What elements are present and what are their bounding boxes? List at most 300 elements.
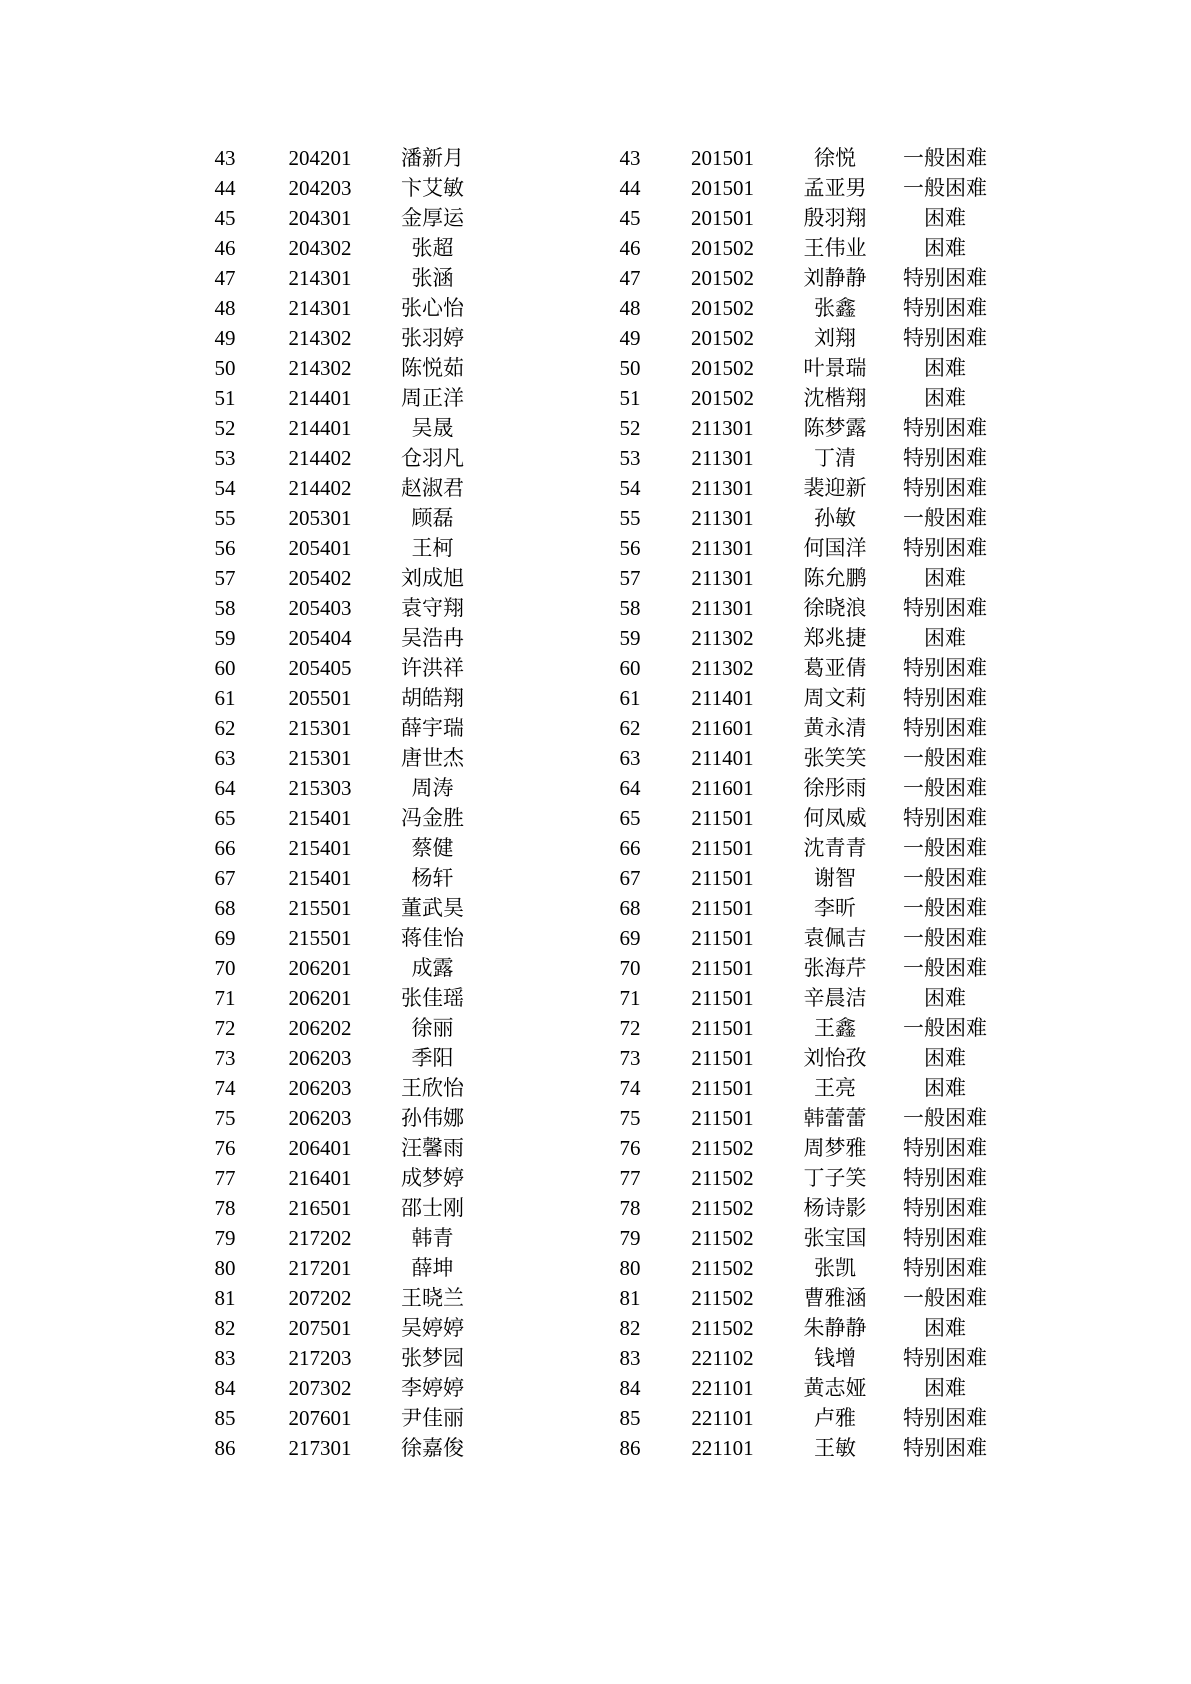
difficulty-level-cell: 困难 xyxy=(924,1376,966,1400)
class-code-cell: 214302 xyxy=(288,356,352,380)
row-number-cell: 51 xyxy=(214,386,236,410)
class-code-cell: 211502 xyxy=(691,1256,754,1280)
difficulty-level-cell: 特别困难 xyxy=(903,716,987,740)
table-row xyxy=(595,1373,1000,1403)
row-number-cell: 67 xyxy=(619,866,641,890)
row-number-cell: 62 xyxy=(619,716,641,740)
class-code-cell: 211401 xyxy=(691,746,754,770)
student-name-cell: 周涛 xyxy=(411,776,454,800)
table-row xyxy=(595,383,1000,413)
row-number-cell: 48 xyxy=(214,296,236,320)
table-row xyxy=(190,353,485,383)
class-code-cell: 214302 xyxy=(288,326,352,350)
student-name-cell: 曹雅涵 xyxy=(803,1286,867,1310)
row-number-cell: 54 xyxy=(214,476,236,500)
row-number-cell: 51 xyxy=(619,386,641,410)
table-row xyxy=(190,743,485,773)
table-row xyxy=(595,413,1000,443)
row-number-cell: 76 xyxy=(619,1136,641,1160)
difficulty-level-cell: 困难 xyxy=(924,986,966,1010)
table-row xyxy=(190,1013,485,1043)
row-number-cell: 49 xyxy=(214,326,236,350)
row-number-cell: 77 xyxy=(214,1166,236,1190)
difficulty-level-cell: 一般困难 xyxy=(903,1286,987,1310)
student-name-cell: 陈允鹏 xyxy=(803,566,867,590)
class-code-cell: 206203 xyxy=(288,1106,352,1130)
difficulty-level-cell: 特别困难 xyxy=(903,536,987,560)
difficulty-level-cell: 特别困难 xyxy=(903,1136,987,1160)
table-row xyxy=(595,1103,1000,1133)
student-name-cell: 张凯 xyxy=(814,1256,856,1280)
row-number-cell: 75 xyxy=(619,1106,641,1130)
table-row xyxy=(595,143,1000,173)
difficulty-level-cell: 特别困难 xyxy=(903,1436,987,1460)
class-code-cell: 204301 xyxy=(288,206,352,230)
table-row xyxy=(595,683,1000,713)
class-code-cell: 211502 xyxy=(691,1286,754,1310)
class-code-cell: 211502 xyxy=(691,1316,754,1340)
student-name-cell: 沈楷翔 xyxy=(803,386,867,410)
class-code-cell: 215501 xyxy=(288,926,352,950)
class-code-cell: 201502 xyxy=(691,236,754,260)
table-row xyxy=(595,353,1000,383)
student-name-cell: 陈梦露 xyxy=(803,416,867,440)
class-code-cell: 211501 xyxy=(691,866,754,890)
table-row xyxy=(190,863,485,893)
row-number-cell: 75 xyxy=(214,1106,236,1130)
student-name-cell: 卢雅 xyxy=(814,1406,856,1430)
class-code-cell: 211301 xyxy=(691,596,754,620)
table-row xyxy=(190,443,485,473)
class-code-cell: 211502 xyxy=(691,1136,754,1160)
table-row xyxy=(190,1253,485,1283)
student-name-cell: 杨轩 xyxy=(411,866,454,890)
student-list-table-left-body xyxy=(190,143,485,1463)
student-name-cell: 王亮 xyxy=(814,1076,856,1100)
class-code-cell: 201501 xyxy=(691,146,754,170)
row-number-cell: 64 xyxy=(619,776,641,800)
table-row xyxy=(190,1073,485,1103)
student-name-cell: 董武昊 xyxy=(401,896,464,920)
student-name-cell: 刘翔 xyxy=(814,326,856,350)
class-code-cell: 206201 xyxy=(288,986,352,1010)
class-code-cell: 207501 xyxy=(288,1316,352,1340)
row-number-cell: 45 xyxy=(619,206,641,230)
table-row xyxy=(190,233,485,263)
row-number-cell: 77 xyxy=(619,1166,641,1190)
student-name-cell: 金厚运 xyxy=(401,206,464,230)
table-row xyxy=(190,143,485,173)
row-number-cell: 83 xyxy=(619,1346,641,1370)
student-name-cell: 王鑫 xyxy=(814,1016,856,1040)
row-number-cell: 45 xyxy=(214,206,236,230)
student-name-cell: 许洪祥 xyxy=(401,656,464,680)
class-code-cell: 217301 xyxy=(288,1436,352,1460)
class-code-cell: 207601 xyxy=(288,1406,352,1430)
row-number-cell: 48 xyxy=(619,296,641,320)
row-number-cell: 83 xyxy=(214,1346,236,1370)
row-number-cell: 57 xyxy=(214,566,236,590)
difficulty-level-cell: 困难 xyxy=(924,356,966,380)
class-code-cell: 217203 xyxy=(288,1346,352,1370)
class-code-cell: 215301 xyxy=(288,716,352,740)
table-row xyxy=(595,983,1000,1013)
class-code-cell: 204302 xyxy=(288,236,352,260)
table-row xyxy=(595,923,1000,953)
row-number-cell: 84 xyxy=(214,1376,236,1400)
class-code-cell: 206203 xyxy=(288,1076,352,1100)
row-number-cell: 55 xyxy=(214,506,236,530)
row-number-cell: 60 xyxy=(619,656,641,680)
student-name-cell: 刘静静 xyxy=(803,266,867,290)
student-name-cell: 张涵 xyxy=(411,266,454,290)
table-row xyxy=(190,1283,485,1313)
difficulty-level-cell: 特别困难 xyxy=(903,1346,987,1370)
difficulty-level-cell: 特别困难 xyxy=(903,266,987,290)
row-number-cell: 78 xyxy=(214,1196,236,1220)
row-number-cell: 61 xyxy=(619,686,641,710)
student-name-cell: 赵淑君 xyxy=(401,476,464,500)
class-code-cell: 205402 xyxy=(288,566,352,590)
row-number-cell: 50 xyxy=(214,356,236,380)
table-row xyxy=(595,1073,1000,1103)
row-number-cell: 43 xyxy=(619,146,641,170)
table-row xyxy=(190,773,485,803)
row-number-cell: 84 xyxy=(619,1376,641,1400)
row-number-cell: 81 xyxy=(619,1286,641,1310)
row-number-cell: 46 xyxy=(619,236,641,260)
class-code-cell: 215501 xyxy=(288,896,352,920)
class-code-cell: 211301 xyxy=(691,446,754,470)
class-code-cell: 206401 xyxy=(288,1136,352,1160)
table-row xyxy=(190,593,485,623)
row-number-cell: 46 xyxy=(214,236,236,260)
class-code-cell: 215401 xyxy=(288,866,352,890)
class-code-cell: 211501 xyxy=(691,1076,754,1100)
student-name-cell: 王欣怡 xyxy=(401,1076,464,1100)
table-row xyxy=(190,173,485,203)
student-name-cell: 张鑫 xyxy=(814,296,856,320)
difficulty-level-cell: 一般困难 xyxy=(903,146,987,170)
row-number-cell: 82 xyxy=(214,1316,236,1340)
row-number-cell: 65 xyxy=(214,806,236,830)
difficulty-level-cell: 困难 xyxy=(924,206,966,230)
student-name-cell: 周梦雅 xyxy=(803,1136,867,1160)
student-name-cell: 潘新月 xyxy=(401,146,464,170)
table-row xyxy=(595,1013,1000,1043)
table-row xyxy=(595,1283,1000,1313)
difficulty-level-cell: 特别困难 xyxy=(903,596,987,620)
table-row xyxy=(190,1343,485,1373)
row-number-cell: 63 xyxy=(214,746,236,770)
difficulty-level-cell: 特别困难 xyxy=(903,296,987,320)
class-code-cell: 215401 xyxy=(288,836,352,860)
table-row xyxy=(595,593,1000,623)
student-name-cell: 季阳 xyxy=(411,1046,454,1070)
table-row xyxy=(595,653,1000,683)
difficulty-level-cell: 一般困难 xyxy=(903,926,987,950)
row-number-cell: 43 xyxy=(214,146,236,170)
class-code-cell: 205301 xyxy=(288,506,352,530)
class-code-cell: 205404 xyxy=(288,626,352,650)
difficulty-level-cell: 特别困难 xyxy=(903,416,987,440)
student-name-cell: 王伟业 xyxy=(803,236,867,260)
table-row xyxy=(190,983,485,1013)
difficulty-level-cell: 特别困难 xyxy=(903,806,987,830)
class-code-cell: 201502 xyxy=(691,326,754,350)
class-code-cell: 211301 xyxy=(691,506,754,530)
class-code-cell: 207302 xyxy=(288,1376,352,1400)
class-code-cell: 217201 xyxy=(288,1256,352,1280)
row-number-cell: 71 xyxy=(214,986,236,1010)
class-code-cell: 211301 xyxy=(691,566,754,590)
class-code-cell: 201502 xyxy=(691,356,754,380)
table-row xyxy=(595,623,1000,653)
class-code-cell: 211601 xyxy=(691,716,754,740)
table-row xyxy=(595,833,1000,863)
class-code-cell: 206202 xyxy=(288,1016,352,1040)
class-code-cell: 214301 xyxy=(288,296,352,320)
table-row xyxy=(595,1313,1000,1343)
row-number-cell: 53 xyxy=(214,446,236,470)
table-row xyxy=(595,713,1000,743)
student-name-cell: 张羽婷 xyxy=(401,326,464,350)
table-row xyxy=(595,773,1000,803)
table-row xyxy=(595,953,1000,983)
row-number-cell: 47 xyxy=(214,266,236,290)
student-name-cell: 谢智 xyxy=(814,866,856,890)
student-name-cell: 吴浩冉 xyxy=(401,626,464,650)
table-row xyxy=(190,1133,485,1163)
student-name-cell: 胡皓翔 xyxy=(401,686,464,710)
difficulty-level-cell: 一般困难 xyxy=(903,836,987,860)
difficulty-level-cell: 一般困难 xyxy=(903,1016,987,1040)
student-name-cell: 张笑笑 xyxy=(803,746,867,770)
class-code-cell: 211502 xyxy=(691,1166,754,1190)
class-code-cell: 204203 xyxy=(288,176,352,200)
student-name-cell: 李婷婷 xyxy=(401,1376,464,1400)
table-row xyxy=(595,803,1000,833)
class-code-cell: 211501 xyxy=(691,836,754,860)
difficulty-level-cell: 特别困难 xyxy=(903,1256,987,1280)
row-number-cell: 85 xyxy=(619,1406,641,1430)
table-row xyxy=(595,293,1000,323)
table-row xyxy=(595,893,1000,923)
table-row xyxy=(190,293,485,323)
table-row xyxy=(595,533,1000,563)
class-code-cell: 211501 xyxy=(691,1016,754,1040)
row-number-cell: 79 xyxy=(214,1226,236,1250)
table-row xyxy=(190,653,485,683)
student-name-cell: 何国洋 xyxy=(803,536,867,560)
student-name-cell: 冯金胜 xyxy=(401,806,464,830)
student-name-cell: 韩蕾蕾 xyxy=(803,1106,867,1130)
student-list-table-right-body xyxy=(595,143,1000,1463)
student-name-cell: 汪馨雨 xyxy=(401,1136,464,1160)
student-name-cell: 张海芹 xyxy=(803,956,867,980)
row-number-cell: 61 xyxy=(214,686,236,710)
class-code-cell: 214401 xyxy=(288,386,352,410)
student-name-cell: 徐晓浪 xyxy=(803,596,867,620)
difficulty-level-cell: 特别困难 xyxy=(903,446,987,470)
student-name-cell: 徐彤雨 xyxy=(803,776,867,800)
student-name-cell: 张超 xyxy=(411,236,454,260)
class-code-cell: 201501 xyxy=(691,206,754,230)
row-number-cell: 85 xyxy=(214,1406,236,1430)
class-code-cell: 201502 xyxy=(691,266,754,290)
table-row xyxy=(190,1433,485,1463)
class-code-cell: 214402 xyxy=(288,476,352,500)
student-name-cell: 裴迎新 xyxy=(803,476,867,500)
class-code-cell: 211501 xyxy=(691,1106,754,1130)
table-row xyxy=(595,563,1000,593)
row-number-cell: 56 xyxy=(214,536,236,560)
table-row xyxy=(595,443,1000,473)
table-row xyxy=(595,503,1000,533)
difficulty-level-cell: 特别困难 xyxy=(903,1196,987,1220)
row-number-cell: 62 xyxy=(214,716,236,740)
table-row xyxy=(190,1043,485,1073)
student-name-cell: 吴晟 xyxy=(411,416,454,440)
difficulty-level-cell: 困难 xyxy=(924,1046,966,1070)
row-number-cell: 52 xyxy=(214,416,236,440)
student-name-cell: 辛晨洁 xyxy=(803,986,867,1010)
row-number-cell: 79 xyxy=(619,1226,641,1250)
class-code-cell: 211301 xyxy=(691,476,754,500)
row-number-cell: 80 xyxy=(619,1256,641,1280)
student-name-cell: 刘成旭 xyxy=(401,566,464,590)
difficulty-level-cell: 一般困难 xyxy=(903,866,987,890)
class-code-cell: 211501 xyxy=(691,1046,754,1070)
difficulty-level-cell: 特别困难 xyxy=(903,476,987,500)
class-code-cell: 211501 xyxy=(691,926,754,950)
table-row xyxy=(190,953,485,983)
class-code-cell: 211302 xyxy=(691,656,754,680)
student-name-cell: 朱静静 xyxy=(803,1316,867,1340)
student-name-cell: 钱增 xyxy=(814,1346,856,1370)
class-code-cell: 207202 xyxy=(288,1286,352,1310)
difficulty-level-cell: 一般困难 xyxy=(903,956,987,980)
table-row xyxy=(190,533,485,563)
row-number-cell: 76 xyxy=(214,1136,236,1160)
difficulty-level-cell: 一般困难 xyxy=(903,506,987,530)
table-row xyxy=(190,503,485,533)
row-number-cell: 78 xyxy=(619,1196,641,1220)
class-code-cell: 221101 xyxy=(691,1436,754,1460)
student-name-cell: 孙敏 xyxy=(814,506,856,530)
student-name-cell: 徐丽 xyxy=(411,1016,454,1040)
row-number-cell: 80 xyxy=(214,1256,236,1280)
table-row xyxy=(595,1193,1000,1223)
class-code-cell: 211601 xyxy=(691,776,754,800)
class-code-cell: 206201 xyxy=(288,956,352,980)
table-row xyxy=(190,893,485,923)
student-name-cell: 袁守翔 xyxy=(401,596,464,620)
student-name-cell: 成梦婷 xyxy=(401,1166,464,1190)
student-name-cell: 王晓兰 xyxy=(401,1286,464,1310)
table-row xyxy=(190,713,485,743)
row-number-cell: 86 xyxy=(619,1436,641,1460)
row-number-cell: 53 xyxy=(619,446,641,470)
student-name-cell: 袁佩吉 xyxy=(803,926,867,950)
row-number-cell: 59 xyxy=(619,626,641,650)
student-name-cell: 唐世杰 xyxy=(401,746,464,770)
student-name-cell: 叶景瑞 xyxy=(803,356,867,380)
class-code-cell: 215303 xyxy=(288,776,352,800)
difficulty-level-cell: 困难 xyxy=(924,626,966,650)
difficulty-level-cell: 特别困难 xyxy=(903,1226,987,1250)
class-code-cell: 201502 xyxy=(691,296,754,320)
table-row xyxy=(190,623,485,653)
row-number-cell: 82 xyxy=(619,1316,641,1340)
row-number-cell: 68 xyxy=(214,896,236,920)
class-code-cell: 211301 xyxy=(691,536,754,560)
class-code-cell: 205403 xyxy=(288,596,352,620)
table-row xyxy=(595,863,1000,893)
row-number-cell: 66 xyxy=(214,836,236,860)
row-number-cell: 52 xyxy=(619,416,641,440)
class-code-cell: 205501 xyxy=(288,686,352,710)
row-number-cell: 72 xyxy=(619,1016,641,1040)
table-row xyxy=(190,833,485,863)
class-code-cell: 216501 xyxy=(288,1196,352,1220)
student-name-cell: 尹佳丽 xyxy=(401,1406,464,1430)
student-name-cell: 成露 xyxy=(411,956,454,980)
student-name-cell: 沈青青 xyxy=(803,836,867,860)
row-number-cell: 68 xyxy=(619,896,641,920)
student-name-cell: 丁清 xyxy=(814,446,856,470)
table-row xyxy=(595,1403,1000,1433)
table-row xyxy=(595,323,1000,353)
student-name-cell: 韩青 xyxy=(411,1226,454,1250)
row-number-cell: 69 xyxy=(619,926,641,950)
difficulty-level-cell: 困难 xyxy=(924,1076,966,1100)
class-code-cell: 211502 xyxy=(691,1226,754,1250)
table-row xyxy=(595,473,1000,503)
row-number-cell: 65 xyxy=(619,806,641,830)
class-code-cell: 211301 xyxy=(691,416,754,440)
row-number-cell: 49 xyxy=(619,326,641,350)
student-name-cell: 李昕 xyxy=(814,896,856,920)
student-name-cell: 孙伟娜 xyxy=(401,1106,464,1130)
student-name-cell: 张宝国 xyxy=(803,1226,867,1250)
class-code-cell: 211302 xyxy=(691,626,754,650)
table-row xyxy=(190,1403,485,1433)
row-number-cell: 66 xyxy=(619,836,641,860)
difficulty-level-cell: 一般困难 xyxy=(903,896,987,920)
class-code-cell: 215301 xyxy=(288,746,352,770)
student-name-cell: 吴婷婷 xyxy=(401,1316,464,1340)
row-number-cell: 74 xyxy=(214,1076,236,1100)
table-row xyxy=(190,203,485,233)
row-number-cell: 72 xyxy=(214,1016,236,1040)
student-name-cell: 薛宇瑞 xyxy=(401,716,464,740)
student-name-cell: 周正洋 xyxy=(401,386,464,410)
row-number-cell: 70 xyxy=(619,956,641,980)
student-name-cell: 周文莉 xyxy=(803,686,867,710)
student-list-table-left xyxy=(190,143,485,1463)
row-number-cell: 44 xyxy=(619,176,641,200)
row-number-cell: 70 xyxy=(214,956,236,980)
row-number-cell: 57 xyxy=(619,566,641,590)
row-number-cell: 55 xyxy=(619,506,641,530)
class-code-cell: 214401 xyxy=(288,416,352,440)
class-code-cell: 205401 xyxy=(288,536,352,560)
class-code-cell: 204201 xyxy=(288,146,352,170)
student-name-cell: 张佳瑶 xyxy=(401,986,464,1010)
row-number-cell: 50 xyxy=(619,356,641,380)
table-row xyxy=(190,803,485,833)
